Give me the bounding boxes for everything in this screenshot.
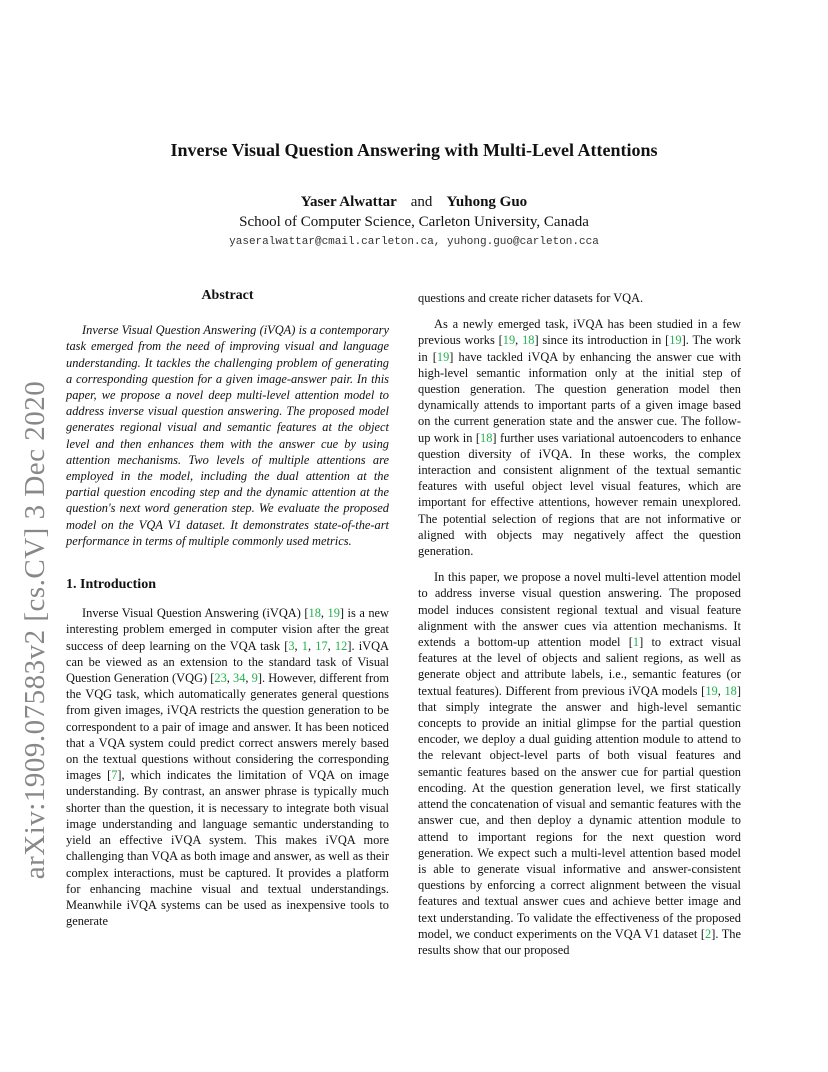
right-column xyxy=(418,290,741,958)
arxiv-identifier: arXiv:1909.07583v2 [cs.CV] 3 Dec 2020 xyxy=(19,380,51,880)
paragraph: As a newly emerged task, iVQA has been studied in a few previous works [19, 18] since its introduction in [19]. The work in [19] have tackled iVQA by enhancing the answer cue with high-level semantic information only at the initial step of question generation. The question generation model then dynamically attends to important parts of a given image based on the current generation state and the answer cue. The follow-up work in [18] further uses variational autoencoders to enhance question diversity of iVQA. In these works, the complex interaction and consistent alignment of the textual semantic features with useful object level visual features, which are important for effective attentions, however remain unexplored. The potential selection of regions that are not informative or aligned with objects may negatively affect the question generation. xyxy=(418,317,742,559)
left-column xyxy=(66,288,389,929)
author-name: Yuhong Guo xyxy=(446,194,528,210)
authors-line xyxy=(0,194,828,211)
abstract-text: Inverse Visual Question Answering (iVQA) is a contemporary task emerged from the need of improving visual and language understanding. It tackles the challenging problem of generating a corresponding question for a given image-answer pair. In this paper, we propose a novel deep multi-level attention model to address inverse visual question answering. The proposed model generates regional visual and semantic features at the object level and then enhances them with the answer cue by using attention mechanisms. Two levels of multiple attentions are employed in the model, including the dual attention at the partial question encoding step and the dynamic attention at the question's next word generation step. We evaluate the proposed model on the VQA V1 dataset. It demonstrates state-of-the-art performance in terms of multiple commonly used metrics. xyxy=(66,323,389,548)
and-text: and xyxy=(410,194,433,210)
paper-title: Inverse Visual Question Answering with Multi-Level Attentions xyxy=(170,140,658,160)
affiliation: School of Computer Science, Carleton University, Canada xyxy=(239,214,589,230)
paragraph: questions and create richer datasets for VQA. xyxy=(418,291,644,305)
author-name: Yaser Alwattar xyxy=(300,194,397,210)
abstract-heading: Abstract xyxy=(201,288,254,303)
section-heading: 1. Introduction xyxy=(66,577,156,593)
paragraph: In this paper, we propose a novel multi-level attention model to address inverse visual question answering. The proposed model induces consistent regional textual and visual feature alignment with the answer cues via attention mechanisms. It extends a bottom-up attention model [1] to extract visual features at the level of objects and salient regions, as well as generate object and attribute labels, i.e., semantic features (or textual features). Different from previous iVQA models [19, 18] that simply integrate the answer and high-level semantic concepts to provide an initial glimpse for the partial question encoder, we deploy a dual guiding attention module to attend to the relevant object-level parts of both visual features and semantic features based on the answer cue for partial question encoding. At the question generation level, we first statically attend the concatenation of visual and semantic features with the answer cue, and then deploy a dynamic attention module to attend to important regions for the next question word generation. We expect such a multi-level attention based model is able to generate visual informative and answer-consistent questions by enforcing a correct alignment between the visual features and textual answer cues and achieve better image and text understanding. To validate the effectiveness of the proposed model, we conduct experiments on the VQA V1 dataset [2]. The results show that our proposed xyxy=(418,570,742,957)
paragraph: Inverse Visual Question Answering (iVQA) [18, 19] is a new interesting problem emerged in computer vision after the great success of deep learning on the VQA task [3, 1, 17, 12]. iVQA can be viewed as an extension to the standard task of Visual Question Generation (VQG) [23, 34, 9]. However, different from the VQG task, which automatically generates general questions from given images, iVQA restricts the question generation to be correspondent to a pair of image and answer. It has been noticed that a VQA system could predict correct answers merely based on the textual questions without considering the corresponding images [7], which indicates the limitation of VQA on image understanding. By contrast, an answer phrase is typically much shorter than the question, it is necessary to integrate both visual image understanding and language semantic understanding to yield an effective iVQA system. This makes iVQA more challenging than VQA as both image and answer, as well as their complex interactions, must be captured. It provides a platform for enhancing machine visual and textual understandings. Meanwhile iVQA systems can be used as inexpensive tools to generate xyxy=(66,606,389,929)
author-emails: yaseralwattar@cmail.carleton.ca, yuhong.guo@carleton.cca xyxy=(229,236,599,248)
